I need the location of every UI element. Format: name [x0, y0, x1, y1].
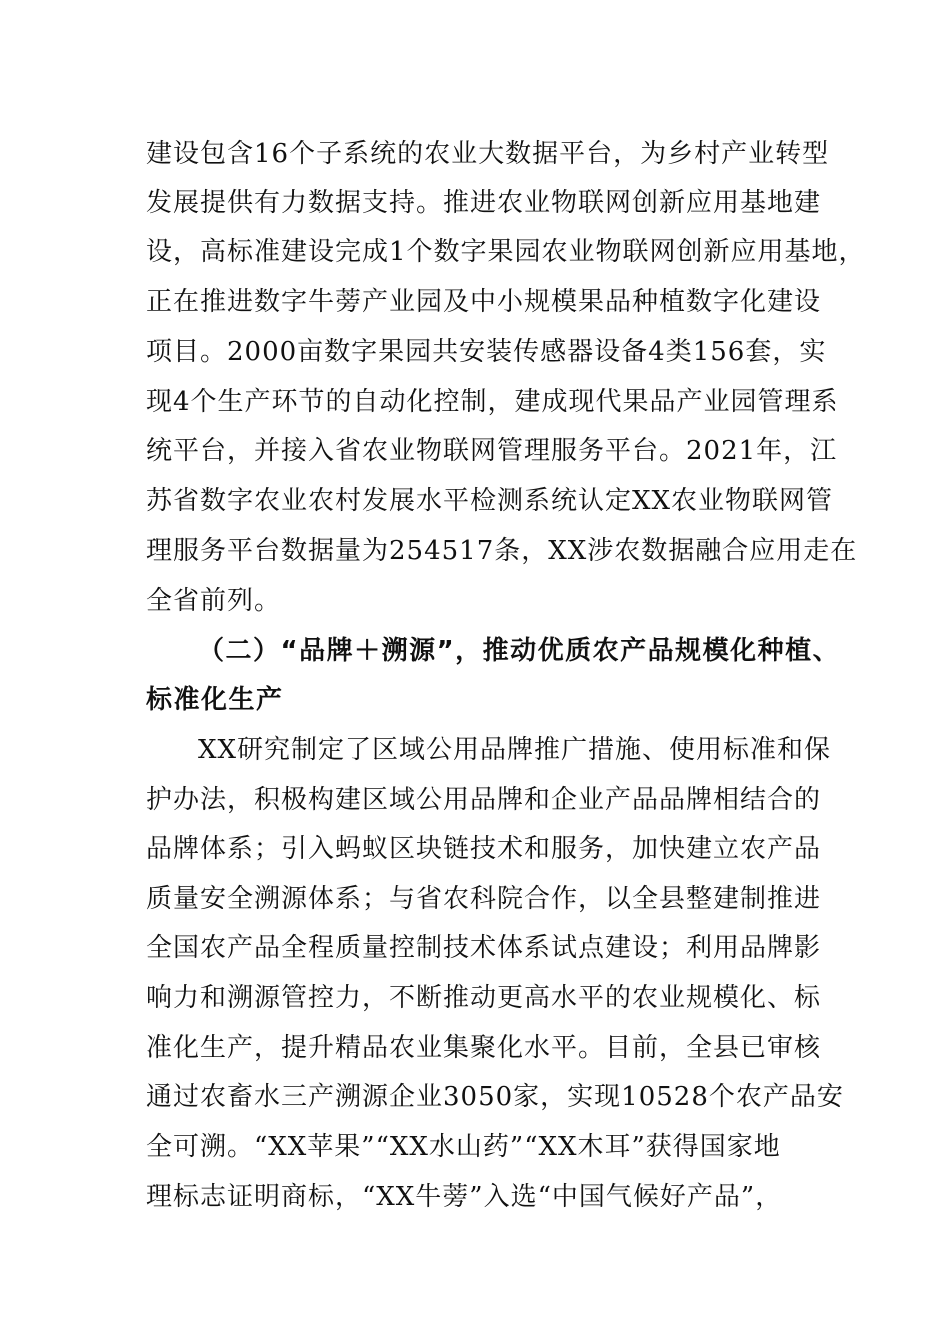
paragraph-2-line-9: 全可溯。“XX苹果”“XX水山药”“XX木耳”获得国家地 [146, 1132, 781, 1162]
paragraph-2-line-3: 品牌体系；引入蚂蚁区块链技术和服务，加快建立农产品 [146, 834, 822, 864]
paragraph-1-line-6: 现4个生产环节的自动化控制，建成现代果品产业园管理系 [146, 387, 839, 417]
document-body [146, 0, 866, 1344]
paragraph-2-line-4: 质量安全溯源体系；与省农科院合作，以全县整建制推进 [146, 884, 822, 914]
paragraph-2-line-8: 通过农畜水三产溯源企业3050家，实现10528个农产品安 [146, 1082, 844, 1112]
paragraph-2-line-5: 全国农产品全程质量控制技术体系试点建设；利用品牌影 [146, 933, 822, 963]
paragraph-2-line-10: 理标志证明商标，“XX牛蒡”入选“中国气候好产品”， [146, 1182, 783, 1212]
paragraph-1-line-5: 项目。2000亩数字果园共安装传感器设备4类156套，实 [146, 337, 827, 367]
section-heading-line-2: 标准化生产 [146, 685, 284, 715]
paragraph-2-line-6: 响力和溯源管控力，不断推动更高水平的农业规模化、标 [146, 983, 822, 1013]
paragraph-1-line-10: 全省前列。 [146, 586, 282, 616]
section-heading-line-1: （二）“品牌＋溯源”，推动优质农产品规模化种植、 [198, 636, 841, 666]
paragraph-1-line-8: 苏省数字农业农村发展水平检测系统认定XX农业物联网管 [146, 486, 834, 516]
paragraph-1-line-9: 理服务平台数据量为254517条，XX涉农数据融合应用走在 [146, 536, 858, 566]
paragraph-1-line-4: 正在推进数字牛蒡产业园及中小规模果品种植数字化建设 [146, 287, 822, 317]
paragraph-2-line-7: 准化生产，提升精品农业集聚化水平。目前，全县已审核 [146, 1033, 822, 1063]
paragraph-2-line-2: 护办法，积极构建区域公用品牌和企业产品品牌相结合的 [146, 785, 822, 815]
paragraph-1-line-2: 发展提供有力数据支持。推进农业物联网创新应用基地建 [146, 188, 822, 218]
paragraph-1-line-1: 建设包含16个子系统的农业大数据平台，为乡村产业转型 [146, 139, 830, 169]
paragraph-2-line-1: XX研究制定了区域公用品牌推广措施、使用标准和保 [198, 735, 832, 765]
paragraph-1-line-3: 设，高标准建设完成1个数字果园农业物联网创新应用基地， [146, 237, 866, 267]
paragraph-1-line-7: 统平台，并接入省农业物联网管理服务平台。2021年，江 [146, 436, 838, 466]
